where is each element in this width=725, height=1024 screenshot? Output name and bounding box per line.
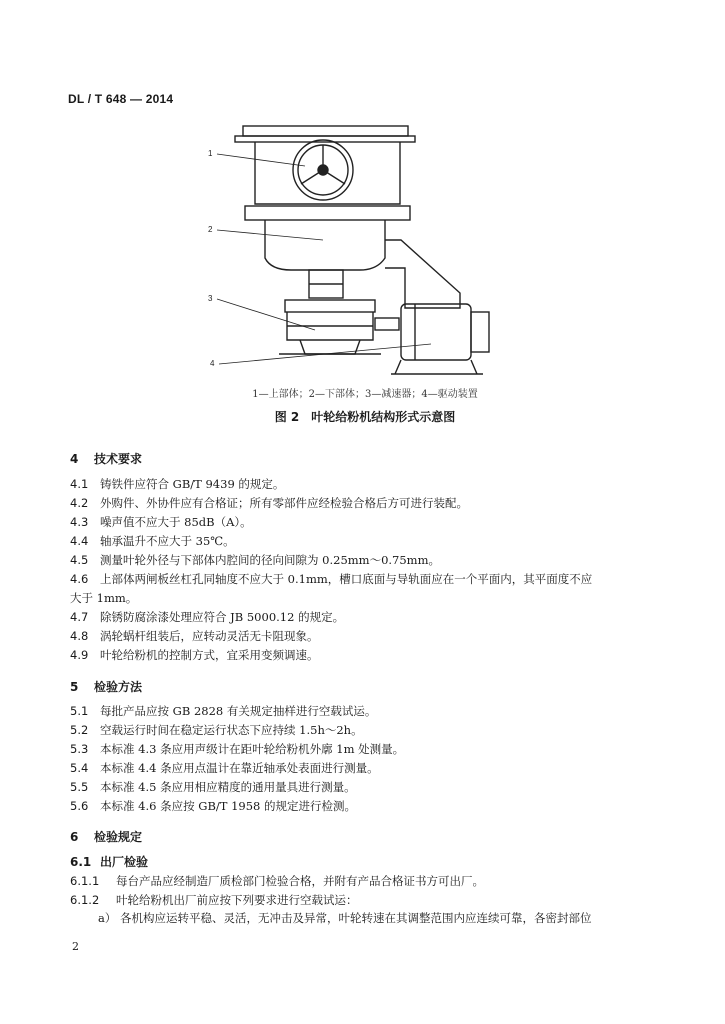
callout-4: 4	[210, 359, 215, 368]
clause-4-6: 4.6 上部体两闸板丝杠孔同轴度不应大于 0.1mm，槽口底面与导轨面应在一个平面内，其平面度不应	[70, 572, 593, 586]
clause-5-2: 5.2 空载运行时间在稳定运行状态下应持续 1.5h～2h。	[70, 723, 363, 737]
clause-5-5: 5.5 本标准 4.5 条应用相应精度的通用量具进行测量。	[70, 780, 356, 794]
clause-4-3: 4.3 噪声值不应大于 85dB（A）。	[70, 515, 252, 529]
lower-body	[265, 220, 385, 270]
clause-4-6-continuation: 大于 1mm。	[70, 591, 138, 605]
section-6-heading	[70, 828, 142, 845]
figure-caption: 图 2 叶轮给粉机结构形式示意图	[274, 410, 456, 424]
clause-6-1-1: 6.1.1 每台产品应经制造厂质检部门检验合格，并附有产品合格证书方可出厂。	[70, 874, 484, 888]
callout-2: 2	[208, 225, 213, 234]
clause-5-1: 5.1 每批产品应按 GB 2828 有关规定抽样进行空载试运。	[70, 704, 377, 718]
clause-6-1-2-a: a） 各机构应运转平稳、灵活，无冲击及异常，叶轮转速在其调整范围内应连续可靠，各密封部位	[98, 911, 592, 925]
section-number: 5	[70, 680, 79, 694]
section-title: 技术要求	[94, 452, 143, 466]
section-4-heading	[70, 450, 142, 467]
clause-4-5: 4.5 测量叶轮外径与下部体内腔间的径向间隙为 0.25mm～0.75mm。	[70, 553, 440, 567]
clause-5-4: 5.4 本标准 4.4 条应用点温计在靠近轴承处表面进行测量。	[70, 761, 379, 775]
clause-4-4: 4.4 轴承温升不应大于 35℃。	[70, 534, 235, 548]
page-number: 2	[72, 940, 79, 953]
section-title: 检验规定	[94, 830, 143, 844]
clause-6-1-2: 6.1.2 叶轮给粉机出厂前应按下列要求进行空载试运：	[70, 893, 358, 907]
middle-flange	[245, 206, 410, 220]
feeder-structure-diagram	[205, 108, 515, 390]
callout-1: 1	[208, 149, 213, 158]
document-header: DL / T 648 — 2014	[68, 92, 174, 106]
clause-4-1: 4.1 铸铁件应符合 GB/T 9439 的规定。	[70, 477, 285, 491]
figure-legend: 1—上部体；2—下部体；3—减速器；4—驱动装置	[252, 389, 478, 400]
section-title: 检验方法	[94, 680, 143, 694]
clause-4-2: 4.2 外购件、外协件应有合格证；所有零部件应经检验合格后方可进行装配。	[70, 496, 468, 510]
clause-5-3: 5.3 本标准 4.3 条应用声级计在距叶轮给粉机外廓 1m 处测量。	[70, 742, 405, 756]
clause-4-9: 4.9 叶轮给粉机的控制方式，宜采用变频调速。	[70, 648, 319, 662]
subsection-6-1-heading: 6.1 出厂检验	[70, 855, 149, 869]
reducer-top	[285, 300, 375, 312]
section-number: 6	[70, 830, 79, 844]
clause-4-8: 4.8 涡轮蜗杆组装后，应转动灵活无卡阻现象。	[70, 629, 319, 643]
callout-3: 3	[208, 294, 213, 303]
clause-5-6: 5.6 本标准 4.6 条应按 GB/T 1958 的规定进行检测。	[70, 799, 357, 813]
section-number: 4	[70, 452, 79, 466]
upper-flange	[243, 126, 408, 136]
motor-body	[401, 304, 471, 360]
clause-4-7: 4.7 除锈防腐涂漆处理应符合 JB 5000.12 的规定。	[70, 610, 345, 624]
section-5-heading	[70, 678, 142, 695]
